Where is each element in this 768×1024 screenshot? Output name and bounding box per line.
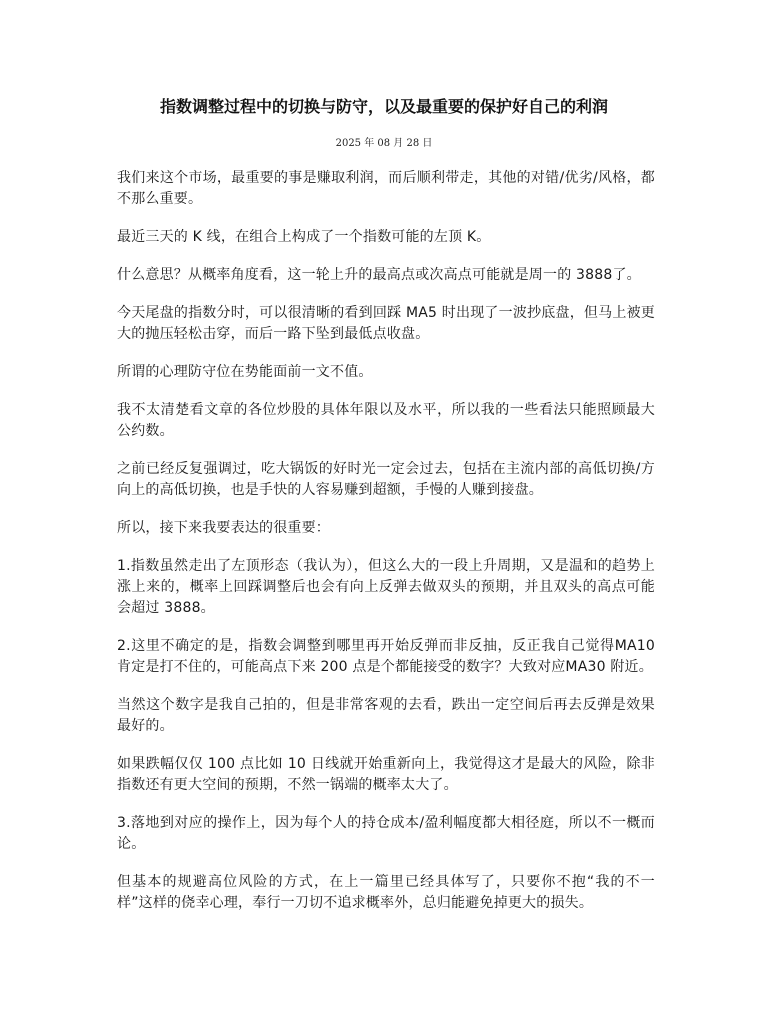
paragraph-2: 最近三天的 K 线，在组合上构成了一个指数可能的左顶 K。 xyxy=(117,229,491,245)
paragraph-9: 1.指数虽然走出了左顶形态（我认为），但这么大的一段上升周期，又是温和的趋势上涨上来的，概率上回踩调整后也会有向上反弹去做双头的预期，并且双头的高点可能会超过 3888。 xyxy=(117,558,655,616)
paragraph-10: 2.这里不确定的是，指数会调整到哪里再开始反弹而非反抽，反正我自己觉得MA10 肯定是打不住的，可能高点下来 200 点是个都能接受的数字？大致对应MA30 附近。 xyxy=(117,638,655,675)
paragraph-3: 什么意思？从概率角度看，这一轮上升的最高点或次高点可能就是周一的 3888了。 xyxy=(117,267,641,283)
paragraph-12: 如果跌幅仅仅 100 点比如 10 日线就开始重新向上，我觉得这才是最大的风险，除非指数还有更大空间的预期，不然一锅端的概率太大了。 xyxy=(117,756,655,793)
paragraph-7: 之前已经反复强调过，吃大锅饭的好时光一定会过去，包括在主流内部的高低切换/方向上的高低切换，也是手快的人容易赚到超额，手慢的人赚到接盘。 xyxy=(117,461,655,498)
paragraph-11: 当然这个数字是我自己拍的，但是非常客观的去看，跌出一定空间后再去反弹是效果最好的。 xyxy=(117,697,655,734)
paragraph-1: 我们来这个市场，最重要的事是赚取利润，而后顺利带走，其他的对错/优劣/风格，都不那么重要。 xyxy=(117,170,655,207)
article-title: 指数调整过程中的切换与防守，以及最重要的保护好自己的利润 xyxy=(159,97,608,116)
paragraph-6: 我不太清楚看文章的各位炒股的具体年限以及水平，所以我的一些看法只能照顾最大公约数。 xyxy=(117,402,655,439)
paragraph-13: 3.落地到对应的操作上，因为每个人的持仓成本/盈利幅度都大相径庭，所以不一概而论。 xyxy=(117,815,655,852)
paragraph-5: 所谓的心理防守位在势能面前一文不值。 xyxy=(117,364,373,380)
article-body xyxy=(117,168,655,931)
paragraph-8: 所以，接下来我要表达的很重要： xyxy=(117,520,330,536)
paragraph-14: 但基本的规避高位风险的方式，在上一篇里已经具体写了，只要你不抱“我的不一样”这样的侥幸心理，奉行一刀切不追求概率外，总归能避免掉更大的损失。 xyxy=(117,874,655,911)
article-date: 2025 年 08 月 28 日 xyxy=(335,138,433,149)
paragraph-4: 今天尾盘的指数分时，可以很清晰的看到回踩 MA5 时出现了一波抄底盘，但马上被更大的抛压轻松击穿，而后一路下坠到最低点收盘。 xyxy=(117,305,655,342)
